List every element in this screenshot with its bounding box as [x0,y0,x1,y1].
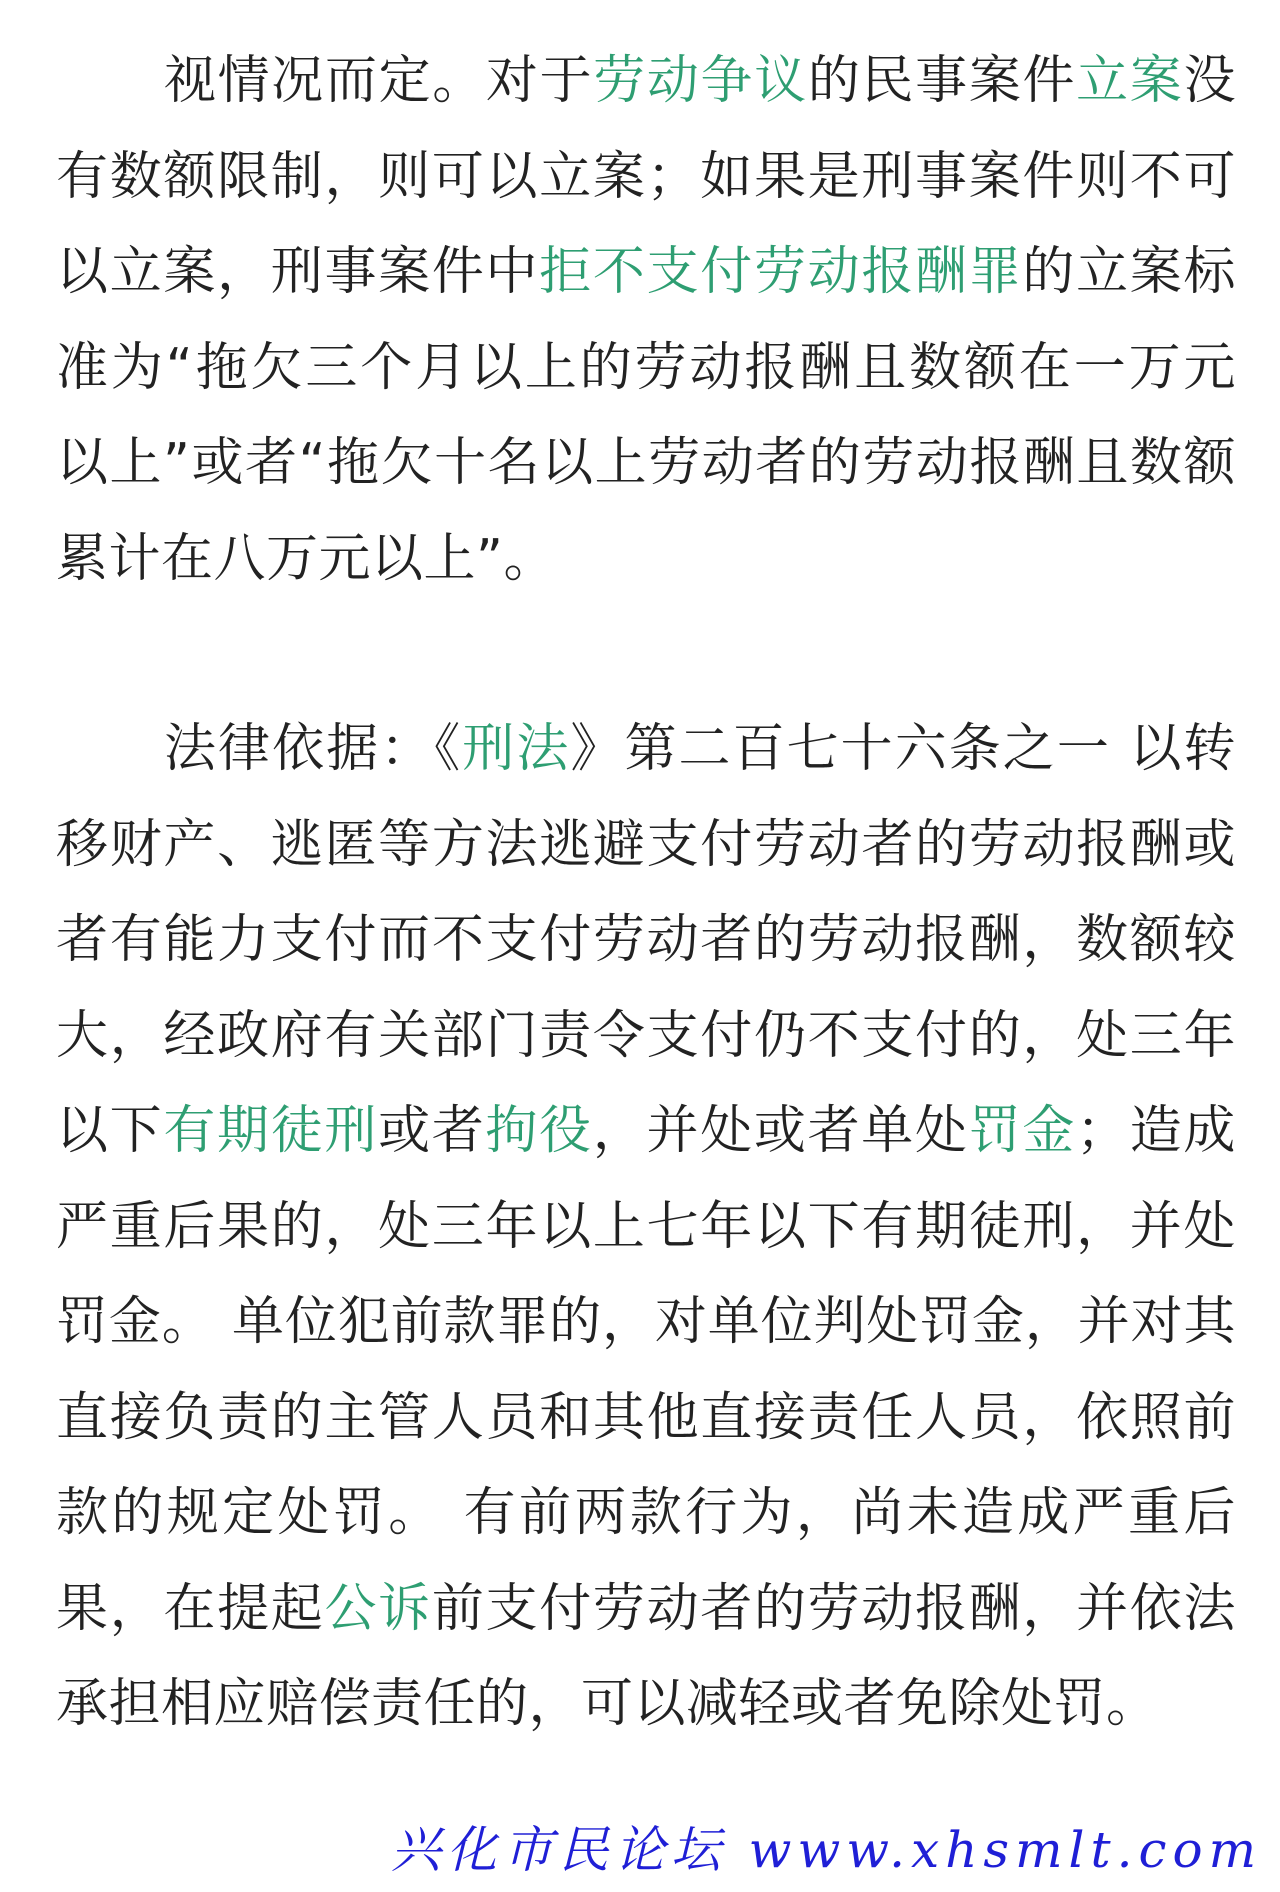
text-segment: 没有数额限制，则可以立案；如果是刑事案件则不可以立案，刑事案件中 [56,51,1236,302]
article-body [56,34,1236,1753]
text-segment: 或者 [378,1101,486,1161]
text-segment: 视情况而定。对于 [164,51,594,111]
text-segment: ；造成严重后果的，处三年以上七年以下有期徒刑，并处罚金。 单位犯前款罪的，对单位判处罚金，并对其直接负责的主管人员和其他直接责任人员，依照前款的规定处罚。 有前两款行为，尚未造成严重后果，在提起 [56,1101,1236,1639]
link-case-filing[interactable]: 立案 [1076,51,1184,111]
link-criminal-law[interactable]: 刑法 [462,719,571,779]
site-watermark: 兴化市民论坛 www.xhsmlt.com [390,1821,1262,1879]
link-public-prosecution[interactable]: 公诉 [324,1578,432,1639]
link-fine[interactable]: 罚金 [968,1101,1077,1161]
link-fixed-term-imprisonment[interactable]: 有期徒刑 [163,1101,379,1161]
text-segment: 的立案标准为“拖欠三个月以上的劳动报酬且数额在一万元以上”或者“拖欠十名以上劳动者的劳动报酬且数额累计在八万元以上”。 [56,242,1236,589]
paragraph-legal-basis [56,702,1236,1753]
link-refusal-to-pay-crime[interactable]: 拒不支付劳动报酬罪 [539,242,1023,302]
text-segment: 》第二百七十六条之一 以转移财产、逃匿等方法逃避支付劳动者的劳动报酬或者有能力支付而不支付劳动者的劳动报酬，数额较大，经政府有关部门责令支付仍不支付的，处三年以下 [56,719,1236,1161]
link-labor-dispute[interactable]: 劳动争议 [593,51,808,111]
link-criminal-detention[interactable]: 拘役 [485,1101,593,1161]
text-segment: 前支付劳动者的劳动报酬，并依法承担相应赔偿责任的，可以减轻或者免除处罚。 [56,1578,1236,1734]
paragraph-filing-standard [56,34,1236,607]
text-segment: 法律依据：《 [164,719,463,779]
text-segment: ，并处或者单处 [592,1101,969,1161]
text-segment: 的民事案件 [807,51,1077,111]
